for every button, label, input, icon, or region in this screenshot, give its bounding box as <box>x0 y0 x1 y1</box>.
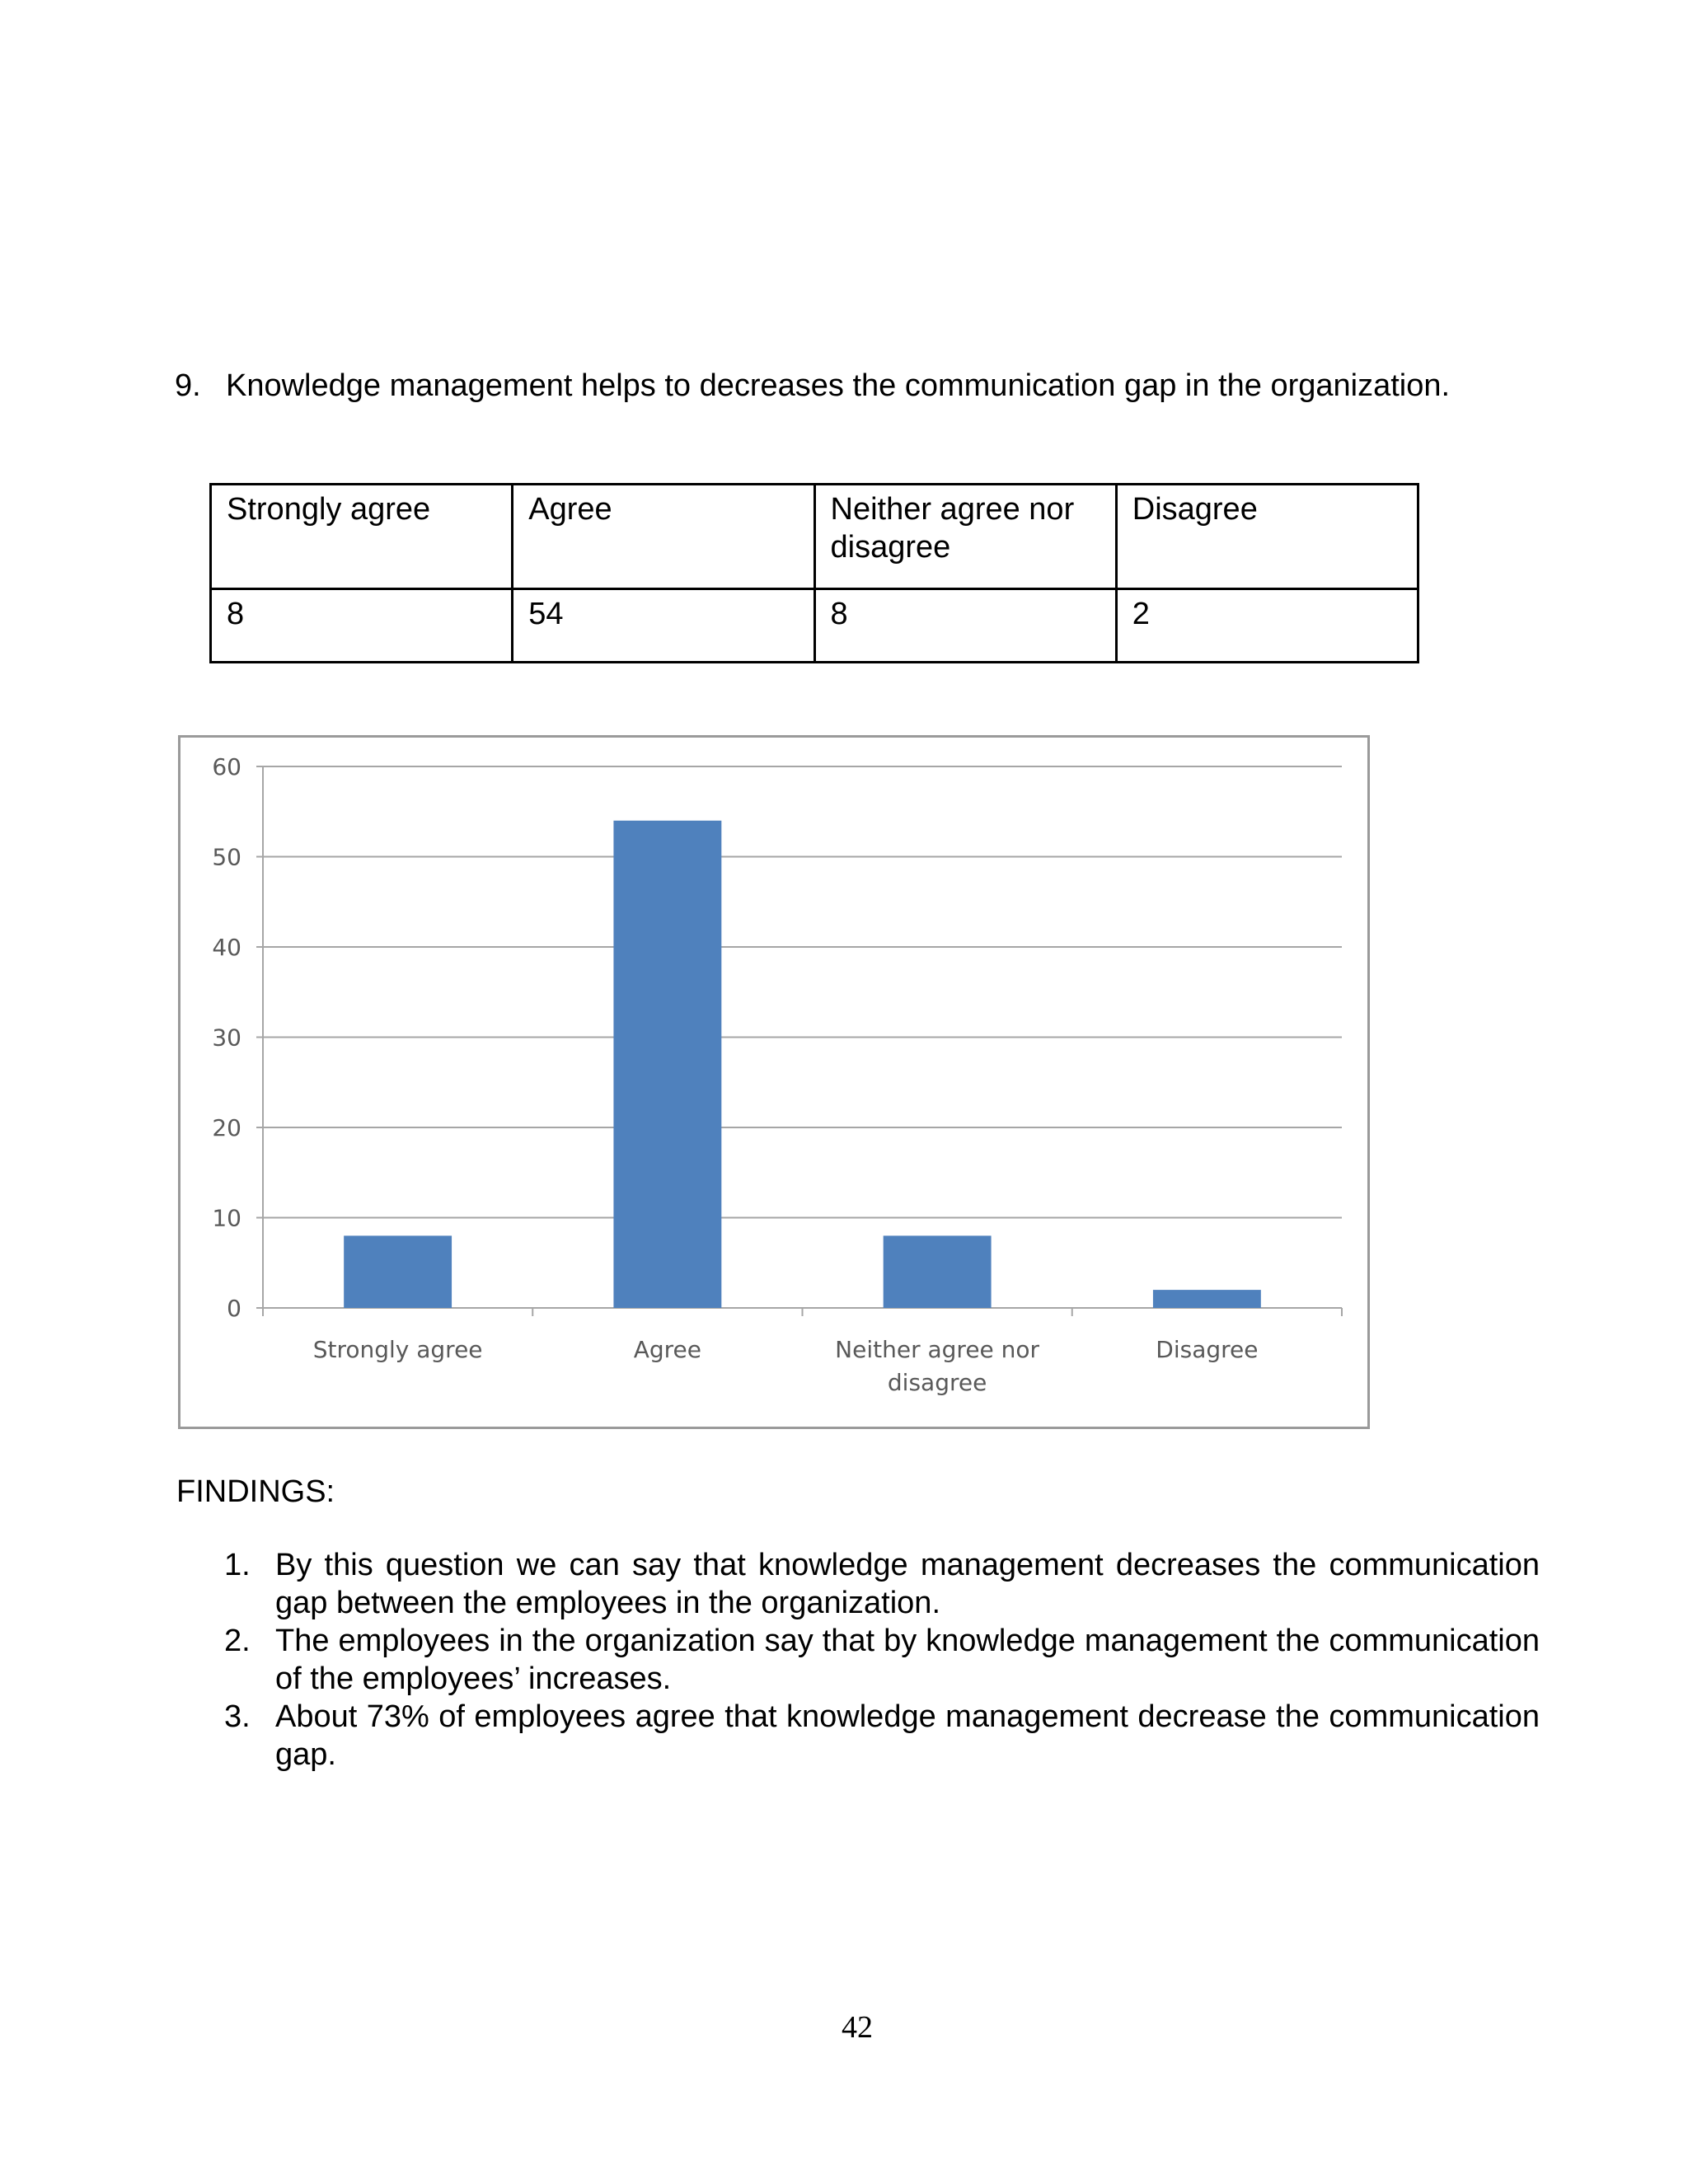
list-item-text: By this question we can say that knowledge management decreases the communication gap between the employees in the organization. <box>275 1548 1540 1620</box>
x-tick-label: Strongly agree <box>312 1336 483 1363</box>
y-tick-label: 0 <box>227 1295 241 1322</box>
question-number: 9. <box>175 368 201 403</box>
table-cell: 54 <box>513 589 814 663</box>
list-item-text: About 73% of employees agree that knowledge management decrease the communication gap. <box>275 1699 1540 1772</box>
list-item-number: 1. <box>224 1548 251 1582</box>
x-tick-label: Agree <box>633 1336 702 1363</box>
question-heading <box>175 366 1450 405</box>
list-item-text: The employees in the organization say that by knowledge management the communication of the employees’ increases. <box>275 1624 1540 1696</box>
bar-chart <box>178 735 1370 1429</box>
table-header-cell: Agree <box>513 485 814 589</box>
list-item <box>224 1546 1540 1622</box>
bar-chart-svg <box>181 738 1367 1427</box>
y-tick-label: 50 <box>212 843 241 871</box>
bar <box>884 1235 992 1308</box>
table-header-cell: Neither agree nor disagree <box>814 485 1116 589</box>
list-item <box>224 1698 1540 1774</box>
bar <box>344 1235 452 1308</box>
table-row <box>211 589 1418 663</box>
list-item-number: 3. <box>224 1699 251 1734</box>
page-number: 42 <box>842 2010 873 2045</box>
table-cell: 2 <box>1116 589 1418 663</box>
table-cell: 8 <box>211 589 513 663</box>
bar <box>1153 1290 1261 1308</box>
x-tick-label: Neither agree nor disagree <box>835 1336 1040 1396</box>
table-cell: 8 <box>814 589 1116 663</box>
y-tick-label: 60 <box>212 753 241 780</box>
question-text: Knowledge management helps to decreases the communication gap in the organization. <box>226 368 1451 403</box>
y-tick-label: 40 <box>212 934 241 961</box>
list-item-number: 2. <box>224 1624 251 1658</box>
y-tick-label: 30 <box>212 1024 241 1052</box>
list-item <box>224 1622 1540 1698</box>
findings-title: FINDINGS: <box>176 1474 335 1509</box>
table-header-cell: Disagree <box>1116 485 1418 589</box>
findings-list <box>224 1546 1540 1774</box>
x-tick-label: Disagree <box>1156 1336 1259 1363</box>
survey-results-table <box>209 483 1419 663</box>
table-header-cell: Strongly agree <box>211 485 513 589</box>
bar <box>613 821 721 1308</box>
y-tick-label: 10 <box>212 1204 241 1232</box>
y-tick-label: 20 <box>212 1114 241 1141</box>
table-header-row <box>211 485 1418 589</box>
